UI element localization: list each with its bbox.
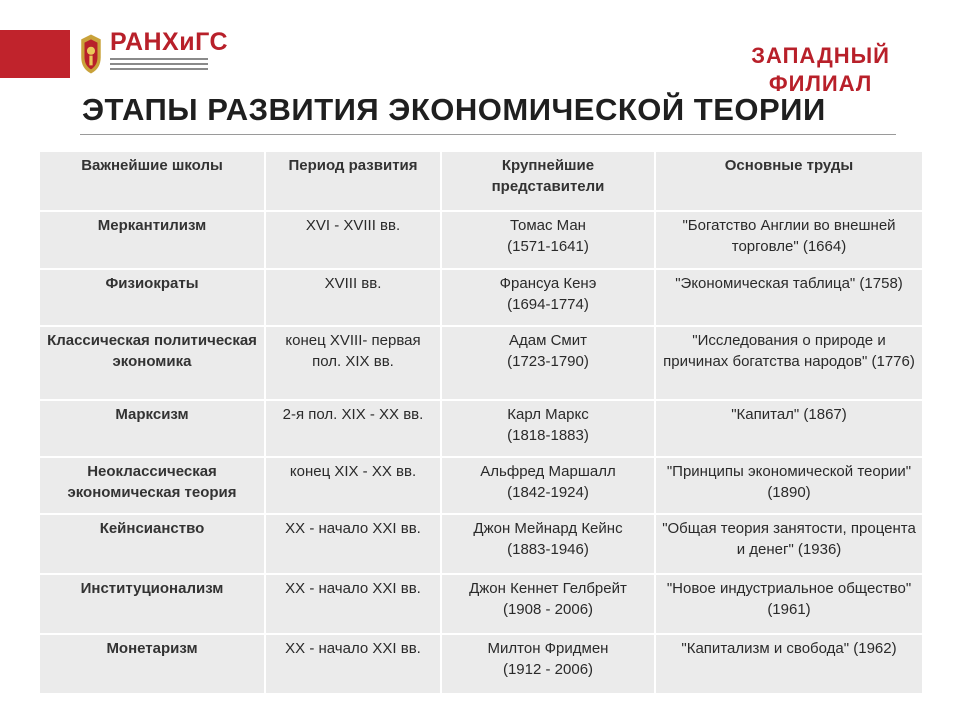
work-cell: "Капитализм и свобода" (1962) xyxy=(655,634,923,694)
representative-cell xyxy=(441,634,655,694)
period-cell: XX - начало XXI вв. xyxy=(265,514,441,574)
school-cell: Физиократы xyxy=(39,269,265,326)
table-row xyxy=(39,457,923,514)
period-cell: XVI - XVIII вв. xyxy=(265,211,441,269)
column-header-representatives: Крупнейшие представители xyxy=(441,151,655,211)
period-cell: XX - начало XXI вв. xyxy=(265,574,441,634)
representative-cell xyxy=(441,326,655,400)
representative-years: (1694-1774) xyxy=(507,296,589,313)
work-cell: "Общая теория занятости, процента и денег" (1936) xyxy=(655,514,923,574)
ranepa-logo xyxy=(78,28,228,84)
table-row xyxy=(39,326,923,400)
branch-line-1: ЗАПАДНЫЙ xyxy=(751,43,890,68)
school-cell: Классическая политическая экономика xyxy=(39,326,265,400)
representative-years: (1912 - 2006) xyxy=(502,661,594,678)
school-cell: Кейнсианство xyxy=(39,514,265,574)
column-header-school: Важнейшие школы xyxy=(39,151,265,211)
logo-subtitle-lines xyxy=(110,58,208,70)
period-cell: XX - начало XXI вв. xyxy=(265,634,441,694)
period-cell: 2-я пол. XIX - XX вв. xyxy=(265,400,441,457)
work-cell: "Экономическая таблица" (1758) xyxy=(655,269,923,326)
representative-name: Карл Маркс xyxy=(507,406,589,423)
representative-years: (1818-1883) xyxy=(507,427,589,444)
logo-name: РАНХиГС xyxy=(109,28,228,56)
representative-name: Милтон Фридмен xyxy=(487,640,609,657)
column-header-period: Период развития xyxy=(265,151,441,211)
table-row xyxy=(39,634,923,694)
table-row xyxy=(39,514,923,574)
representative-cell xyxy=(441,514,655,574)
work-cell: "Новое индустриальное общество" (1961) xyxy=(655,574,923,634)
representative-years: (1883-1946) xyxy=(507,541,589,558)
school-cell: Меркантилизм xyxy=(39,211,265,269)
representative-cell xyxy=(441,269,655,326)
representative-name: Адам Смит xyxy=(509,332,587,349)
representative-years: (1842-1924) xyxy=(507,484,589,501)
representative-cell xyxy=(441,211,655,269)
table-row xyxy=(39,269,923,326)
work-cell: "Капитал" (1867) xyxy=(655,400,923,457)
representative-cell xyxy=(441,574,655,634)
representative-name: Франсуа Кенэ xyxy=(499,275,597,292)
period-cell: XVIII вв. xyxy=(265,269,441,326)
representative-years: (1571-1641) xyxy=(507,238,589,255)
page-title: ЭТАПЫ РАЗВИТИЯ ЭКОНОМИЧЕСКОЙ ТЕОРИИ xyxy=(82,92,826,127)
title-divider xyxy=(80,134,896,135)
branch-label xyxy=(751,42,890,98)
table-row xyxy=(39,211,923,269)
representative-name: Джон Кеннет Гелбрейт xyxy=(469,580,627,597)
school-cell: Институционализм xyxy=(39,574,265,634)
period-cell: конец XIX - XX вв. xyxy=(265,457,441,514)
coat-of-arms-icon xyxy=(78,28,104,80)
school-cell: Марксизм xyxy=(39,400,265,457)
table-header-row xyxy=(39,151,923,211)
school-cell: Неоклассическая экономическая теория xyxy=(39,457,265,514)
work-cell: "Принципы экономической теории" (1890) xyxy=(655,457,923,514)
column-header-works: Основные труды xyxy=(655,151,923,211)
work-cell: "Богатство Англии во внешней торговле" (1664) xyxy=(655,211,923,269)
representative-name: Джон Мейнард Кейнс xyxy=(473,520,623,537)
accent-bar xyxy=(0,30,70,78)
representative-years: (1723-1790) xyxy=(507,353,589,370)
table-row xyxy=(39,400,923,457)
schools-table xyxy=(38,150,924,695)
representative-years: (1908 - 2006) xyxy=(502,601,594,618)
representative-cell xyxy=(441,400,655,457)
school-cell: Монетаризм xyxy=(39,634,265,694)
representative-name: Альфред Маршалл xyxy=(480,463,616,480)
branch-line-2: ФИЛИАЛ xyxy=(768,71,873,96)
period-cell: конец XVIII- первая пол. XIX вв. xyxy=(265,326,441,400)
representative-cell xyxy=(441,457,655,514)
work-cell: "Исследования о природе и причинах богатства народов" (1776) xyxy=(655,326,923,400)
table-row xyxy=(39,574,923,634)
representative-name: Томас Ман xyxy=(510,217,586,234)
